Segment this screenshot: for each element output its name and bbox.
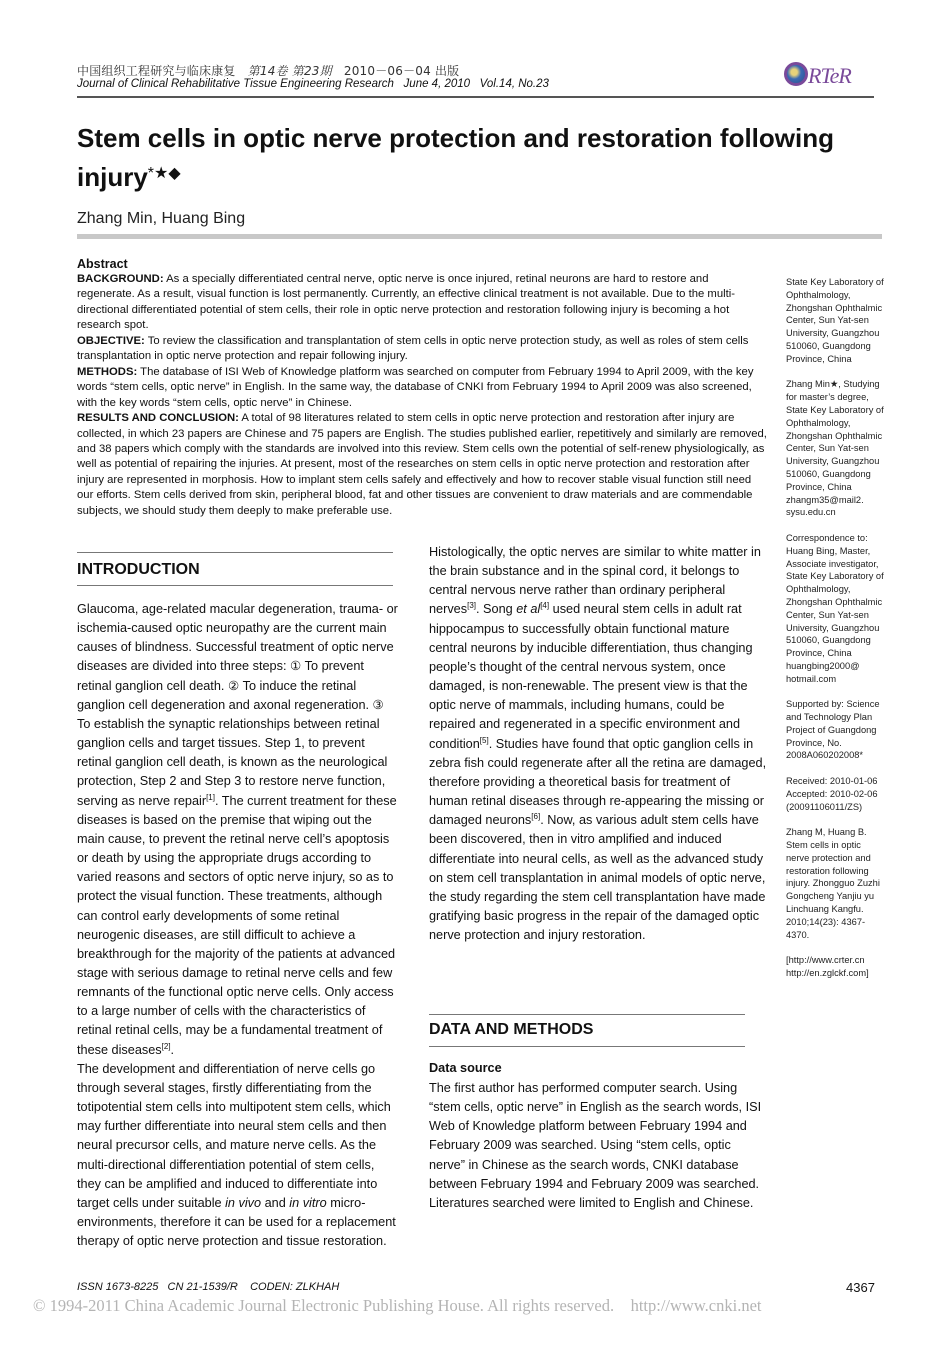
intro-paragraph-1: Glaucoma, age-related macular degeneration, trauma- or ischemia-caused optic neuropathy are the current main causes of blindness. Successful treatment of optic nerve diseases are divided into three steps: ① To prevent retinal ganglion cell death. ② To induce the retinal ganglion cell degeneration and axonal regeneration. ③ To establish the synaptic relationships between retinal ganglion cells and target tissues. Step 1, to prevent retinal ganglion cell death, is known as the neurological protection, Step 2 and Step 3 to restore nerve function, serving as nerve repair[1]. The current treatment for these diseases is based on the premise that wiping out the main cause, to prevent the retinal nerve cell’s apoptosis or death by using the appropriate drugs according to varied reasons and sectors of optic nerve injury, so as to protect the visual function. These treatments, although can control early developments of some retinal neurogenic diseases, are still difficult to achieve a breakthrough for the majority of the patients at advanced stage with serious damage to retinal nerve cells and few remnants of the functional optic nerve cells. Only access to a large number of cells with the characteristics of retinal retinal cells, may be a fundamental treatment of these diseases[2]. bbox=[77, 602, 398, 1057]
abstract-objective: OBJECTIVE: To review the classification and transplantation of stem cells in optic nerve protection study, as well as roles of stem cells transplantation in optic nerve protection and repair following injury. bbox=[77, 334, 749, 363]
section-rule-top bbox=[77, 552, 393, 553]
right-column-text bbox=[429, 543, 769, 945]
left-column-text bbox=[77, 600, 399, 1250]
author-list: Zhang Min, Huang Bing bbox=[77, 210, 246, 227]
issn: ISSN 1673-8225 bbox=[77, 1281, 159, 1293]
first-author-note: Zhang Min★, Studying for master’s degree, State Key Laboratory of Ophthalmology, Zhongshan Ophthalmic Center, Sun Yat-sen University, Guangzhou 510060, Guangdong Province, China zhangm35@mail2. sysu.edu.cn bbox=[786, 379, 884, 518]
title-footnote-marks: *★◆ bbox=[147, 165, 181, 182]
intro-paragraph-3: Histologically, the optic nerves are similar to white matter in the brain substance and in the spinal cord, it belongs to central nervous nerve rather than ordinary peripheral nerves[3]. Song et al[4] used neural stem cells in adult rat hippocampus to successfully obtain functional mature central neurons by inducible differentiation, thus changing people’s thought of the central nervous system, once damaged, is non-renewable. The present view is that the optic nerve of mammals, including humans, could be repaired and regenerated in a specific environment and condition[5]. Studies have found that optic ganglion cells in zebra fish could regenerate after all the retina are damaged, therefore providing a theoretical basis for treatment of human retinal diseases through re-appearing the missing or damaged neurons[6]. Now, as various adult stem cells have been discovered, then in vitro amplified and induced differentiate into neural cells, as well as the advanced study on stem cell transplantation in animal models of optic nerve, the study regarding the stem cell transplantation have made gratifying basic progress in the repair of the damaged optic nerve protection and injury restoration. bbox=[429, 545, 767, 943]
data-source-heading: Data source bbox=[429, 1061, 502, 1075]
citation: Zhang M, Huang B. Stem cells in optic nerve protection and restoration following injury. Zhongguo Zuzhi Gongcheng Yanjiu yu Linchuang Kangfu. 2010;14(23): 4367-4370. bbox=[786, 827, 880, 940]
chinese-volume: 第14卷 第23期 bbox=[247, 64, 332, 78]
affiliation: State Key Laboratory of Ophthalmology, Zhongshan Ophthalmic Center, Sun Yat-sen University, Guangzhou 510060, Guangdong Province, China bbox=[786, 277, 884, 364]
funding: Supported by: Science and Technology Plan Project of Guangdong Province, No. 2008A060202008* bbox=[786, 699, 880, 761]
journal-links[interactable]: [http://www.crter.cn http://en.zglckf.com] bbox=[786, 955, 869, 979]
header-english-line bbox=[77, 78, 549, 90]
section-rule-top bbox=[429, 1014, 745, 1015]
abstract-methods: METHODS: The database of ISI Web of Knowledge platform was searched on computer from February 1994 to April 2009, with the key words “stem cells, optic nerve” in English. In the same way, the database of CNKI from February 1994 to April 2009 was also screened, with the key words “stem cells, optic nerve” in Chinese. bbox=[77, 365, 754, 409]
cn-number: CN 21-1539/R bbox=[167, 1281, 238, 1293]
header-rule bbox=[77, 96, 874, 98]
header-chinese-line bbox=[77, 62, 459, 79]
journal-name: Journal of Clinical Rehabilitative Tissue Engineering Research bbox=[77, 78, 394, 90]
footer-identifiers bbox=[77, 1281, 339, 1293]
intro-paragraph-2: The development and differentiation of nerve cells go through several stages, firstly differentiating from the totipotential stem cells into multipotent stem cells, which may further differentiate into neural stem cells and then neural precursor cells, and mature nerve cells. As the multi-directional differentiation potential of stem cells, they can be amplified and induced to differentiate into target cells under suitable in vivo and in vitro micro-environments, therefore it can be used for a replacement therapy of optic nerve protection and tissue restoration. bbox=[77, 1061, 396, 1249]
page-number: 4367 bbox=[846, 1280, 875, 1295]
chinese-journal-name: 中国组织工程研究与临床康复 bbox=[77, 64, 236, 78]
abstract-results: RESULTS AND CONCLUSION: A total of 98 literatures related to stem cells in optic nerve protection and restoration after injury are collected, in which 23 papers are Chinese and 75 papers are English. The studies published earlier, repetitively and similarly are removed, and 38 papers which comply with the standards are involved into this review. Stem cells own the potential of self-renew physiologically, as well as potential of repairing the injuries. At present, most of the researches on stem cells in optic nerve protection and restoration after injury are represented in morphosis. How to implant stem cells safely and effectively and how to recover stable visual function still need our efforts. Stem cells derived from skin, peripheral blood, fat and other tissues are convenient to draw materials and are commendable subjects, we should study them deeply to make preferable use. bbox=[77, 412, 767, 517]
introduction-heading: INTRODUCTION bbox=[77, 561, 200, 578]
crter-logo bbox=[778, 60, 870, 92]
article-title: Stem cells in optic nerve protection and restoration following injury*★◆ bbox=[77, 123, 834, 192]
abstract-background: BACKGROUND: As a specially differentiated central nerve, optic nerve is once injured, retinal neurons are hard to restore and regenerate. As a result, visual function is lost permanently. Currently, an effective clinical treatment is not available. Due to the multi-directional differentiated potential of stem cells, their role in optic nerve protection and restoration following injury is becoming a hot research spot. bbox=[77, 273, 736, 332]
sidebar-notes bbox=[786, 276, 886, 993]
abstract bbox=[77, 256, 767, 519]
issue-date: June 4, 2010 bbox=[403, 78, 471, 90]
data-methods-heading: DATA AND METHODS bbox=[429, 1021, 594, 1038]
globe-icon bbox=[784, 62, 808, 86]
coden: CODEN: ZLKHAH bbox=[250, 1281, 340, 1293]
section-rule-bottom bbox=[429, 1046, 745, 1047]
data-source-text: The first author has performed computer search. Using “stem cells, optic nerve” in English as the search words, ISI Web of Knowledge platform between February 1994 and February 2009 was searched. Using “stem cells, optic nerve” in Chinese as the search words, CNKI database between February 1994 and February 2009 was searched. Literatures searched were limited to English and Chinese. bbox=[429, 1081, 762, 1210]
section-rule-bottom bbox=[77, 585, 393, 586]
cnki-link[interactable]: http://www.cnki.net bbox=[630, 1296, 762, 1315]
volume-issue: Vol.14, No.23 bbox=[479, 78, 549, 90]
dates: Received: 2010-01-06 Accepted: 2010-02-06 (20091106011/ZS) bbox=[786, 776, 878, 812]
copyright-notice: © 1994-2011 China Academic Journal Electronic Publishing House. All rights reserved. http://www.cnki.net bbox=[33, 1296, 762, 1315]
abstract-heading: Abstract bbox=[77, 257, 128, 271]
logo-text: RTeR bbox=[808, 63, 851, 88]
title-rule bbox=[77, 234, 882, 239]
correspondence: Correspondence to: Huang Bing, Master, Associate investigator, State Key Laboratory of Ophthalmology, Zhongshan Ophthalmic Center, Sun Yat-sen University, Guangzhou 510060, Guangdong Province, China huangbing2000@ hotmail.com bbox=[786, 532, 884, 684]
chinese-date: 2010－06－04 出版 bbox=[343, 64, 460, 78]
